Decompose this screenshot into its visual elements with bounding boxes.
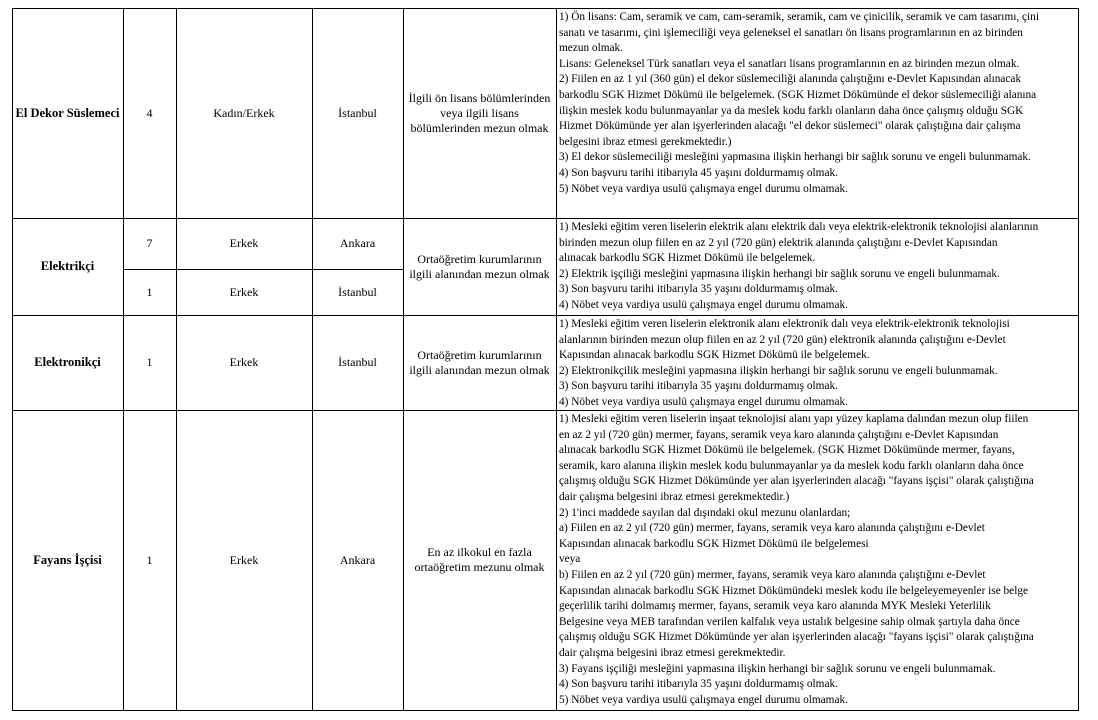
education-requirement: Ortaöğretim kurumlarının ilgili alanından mezun olmak xyxy=(409,251,550,281)
requirement-line: en az 2 yıl (720 gün) mermer, fayans, seramik veya karo alanında çalıştığını e-Devlet Kapısından xyxy=(559,428,999,441)
requirement-line: Kapısından alınacak barkodlu SGK Hizmet Dökümündeki meslek kodu ile belgeleyemeyenler ise belge xyxy=(559,584,1028,597)
requirement-line: 4) Nöbet veya vardiya usulü çalışmaya engel durumu olmamak. xyxy=(559,395,848,408)
requirements-text xyxy=(559,10,1076,197)
requirement-line: alınacak barkodlu SGK Hizmet Dökümü ile belgelemek. (SGK Hizmet Dökümünde mermer, fayans, xyxy=(559,444,1015,457)
requirement-line: belgesini ibraz etmesi gerekmektedir.) xyxy=(559,135,732,148)
requirement-line: alanlarının birinden mezun olup fiilen en az 2 yıl (720 gün) elektronik alanında çalıştığını e-Devlet xyxy=(559,333,1006,346)
gender: Erkek xyxy=(229,355,259,369)
requirement-line: 3) Fayans işçiliği mesleğini yapmasına ilişkin herhangi bir sağlık sorunu ve engeli bulunmamak. xyxy=(559,662,996,675)
requirement-line: 3) Son başvuru tarihi itibarıyla 35 yaşını doldurmamış olmak. xyxy=(559,283,838,296)
requirement-line: Kapısından alınacak barkodlu SGK Hizmet Dökümü ile belgelemesi xyxy=(559,537,869,550)
gender: Erkek xyxy=(229,552,259,567)
requirement-line: birinden mezun olup fiilen en az 2 yıl (720 gün) elektrik alanında çalıştığını e-Devlet Kapısından xyxy=(559,236,998,249)
requirement-line: 5) Nöbet veya vardiya usulü çalışmaya engel durumu olmamak. xyxy=(559,693,848,706)
requirements-text xyxy=(559,220,1076,314)
requirement-line: Lisans: Geleneksel Türk sanatları veya el sanatları lisans programlarının en az birinden mezun olmak. xyxy=(559,57,1020,70)
requirement-line: mezun olmak. xyxy=(559,42,623,55)
requirement-line: barkodlu SGK Hizmet Dökümü ile belgelemek. (SGK Hizmet Dökümünde el dekor süslemeciliği alanına xyxy=(559,88,1037,101)
gender: Kadın/Erkek xyxy=(213,105,275,120)
position-count: 4 xyxy=(146,105,153,120)
gender: Erkek xyxy=(229,236,259,250)
requirement-line: Belgesine veya MEB tarafından verilen kalfalık veya ustalık belgesine sahip olmak şartıyla daha önce xyxy=(559,615,1020,628)
education-requirement: İlgili ön lisans bölümlerinden veya ilgili lisans bölümlerinden mezun olmak xyxy=(408,90,551,135)
requirements-text xyxy=(559,317,1076,411)
table-border xyxy=(1078,8,1079,711)
city: Ankara xyxy=(339,552,376,567)
requirement-line: a) Fiilen en az 2 yıl (720 gün) mermer, fayans, seramik veya karo alanında çalıştığını e-Devlet xyxy=(559,522,985,535)
requirement-line: çalışmış olduğu SGK Hizmet Dökümünde yer alan işyerlerinden alacağı "fayans işçisi" olarak çalıştığına xyxy=(559,631,1034,644)
requirement-line: 4) Son başvuru tarihi itibarıyla 45 yaşını doldurmamış olmak. xyxy=(559,166,838,179)
city: İstanbul xyxy=(338,284,377,299)
requirement-line: 1) Mesleki eğitim veren liselerin elektronik alanı elektronik dalı veya elektrik-elektronik teknolojisi xyxy=(559,318,1010,330)
city: Ankara xyxy=(339,236,376,250)
job-title: Fayans İşçisi xyxy=(33,552,102,567)
requirement-line: dair çalışma belgesini ibraz etmesi gerekmektedir.) xyxy=(559,490,790,503)
requirement-line: çalışmış olduğu SGK Hizmet Dökümünde yer alan işyerlerinden alacağı "fayans işçisi" olarak çalıştığına xyxy=(559,475,1034,488)
requirement-line: dair çalışma belgesini ibraz etmesi gerekmektedir. xyxy=(559,646,786,659)
requirement-line: alınacak barkodlu SGK Hizmet Dökümü ile belgelemek. xyxy=(559,252,816,265)
table-border xyxy=(12,710,1079,711)
position-count: 7 xyxy=(146,236,153,250)
requirement-line: ilişkin meslek kodu bulunmayanlar ya da meslek kodu farklı olanların daha önce çalışmış olduğu SGK xyxy=(559,104,1024,117)
job-title: Elektrikçi xyxy=(40,259,95,273)
city: İstanbul xyxy=(338,355,377,369)
requirements-text xyxy=(559,412,1076,708)
requirement-line: 4) Son başvuru tarihi itibarıyla 35 yaşını doldurmamış olmak. xyxy=(559,678,838,691)
position-count: 1 xyxy=(146,284,153,299)
requirement-line: 2) 1'inci maddede sayılan dal dışındaki okul mezunu olanlardan; xyxy=(559,506,851,519)
position-count: 1 xyxy=(146,552,153,567)
job-title: Elektronikçi xyxy=(34,355,101,369)
requirement-line: 5) Nöbet veya vardiya usulü çalışmaya engel durumu olmamak. xyxy=(559,182,848,195)
requirement-line: 1) Mesleki eğitim veren liselerin elektrik alanı elektrik dalı veya elektrik-elektronik teknolojisi alanlarının xyxy=(559,221,1039,233)
requirement-line: 2) Fiilen en az 1 yıl (360 gün) el dekor süslemeciliği alanında çalıştığını e-Devlet Kapısından alınacak xyxy=(559,73,1022,86)
education-requirement: Ortaöğretim kurumlarının ilgili alanından mezun olmak xyxy=(409,347,550,377)
requirement-line: seramik, karo alanına ilişkin meslek kodu bulunmayanlar ya da meslek kodu farklı olanların daha önce xyxy=(559,459,1024,472)
requirement-line: geçerlilik tarihi dolmamış mermer, fayans, seramik veya karo alanında MYK Mesleki Yeterlilik xyxy=(559,600,991,613)
requirement-line: Hizmet Dökümünde yer alan işyerlerinden alacağı "el dekor süslemeci" olarak çalıştığına dair çalışma xyxy=(559,120,1021,133)
requirement-line: 2) Elektrik işçiliği mesleğini yapmasına ilişkin herhangi bir sağlık sorunu ve engeli bulunmamak. xyxy=(559,267,1000,280)
requirement-line: sanatı ve tasarımı, çini işlemeciliği veya geleneksel el sanatları ön lisans programlarının en az birinden xyxy=(559,26,1023,39)
table-border xyxy=(556,8,557,711)
requirement-line: 1) Ön lisans: Cam, seramik ve cam, cam-seramik, seramik, cam ve çinicilik, seramik ve cam tasarımı, çini xyxy=(559,11,1039,23)
job-title: El Dekor Süslemeci xyxy=(15,105,120,120)
requirement-line: 1) Mesleki eğitim veren liselerin inşaat teknolojisi alanı yapı yüzey kaplama dalından mezun olup fiilen xyxy=(559,413,1029,425)
requirement-line: b) Fiilen en az 2 yıl (720 gün) mermer, fayans, seramik veya karo alanında çalıştığını e-Devlet xyxy=(559,568,986,581)
requirement-line: veya xyxy=(559,553,581,566)
requirement-line: 3) Son başvuru tarihi itibarıyla 35 yaşını doldurmamış olmak. xyxy=(559,380,838,393)
requirement-line: 2) Elektronikçilik mesleğini yapmasına ilişkin herhangi bir sağlık sorunu ve engeli bulunmamak. xyxy=(559,364,998,377)
requirement-line: 3) El dekor süslemeciliği mesleğini yapmasına ilişkin herhangi bir sağlık sorunu ve engeli bulunmamak. xyxy=(559,151,1031,164)
position-count: 1 xyxy=(146,355,153,369)
requirement-line: Kapısından alınacak barkodlu SGK Hizmet Dökümü ile belgelemek. xyxy=(559,349,870,362)
city: İstanbul xyxy=(338,105,377,120)
education-requirement: En az ilkokul en fazla ortaöğretim mezunu olmak xyxy=(414,545,545,574)
gender: Erkek xyxy=(229,284,259,299)
requirement-line: 4) Nöbet veya vardiya usulü çalışmaya engel durumu olmamak. xyxy=(559,298,848,311)
